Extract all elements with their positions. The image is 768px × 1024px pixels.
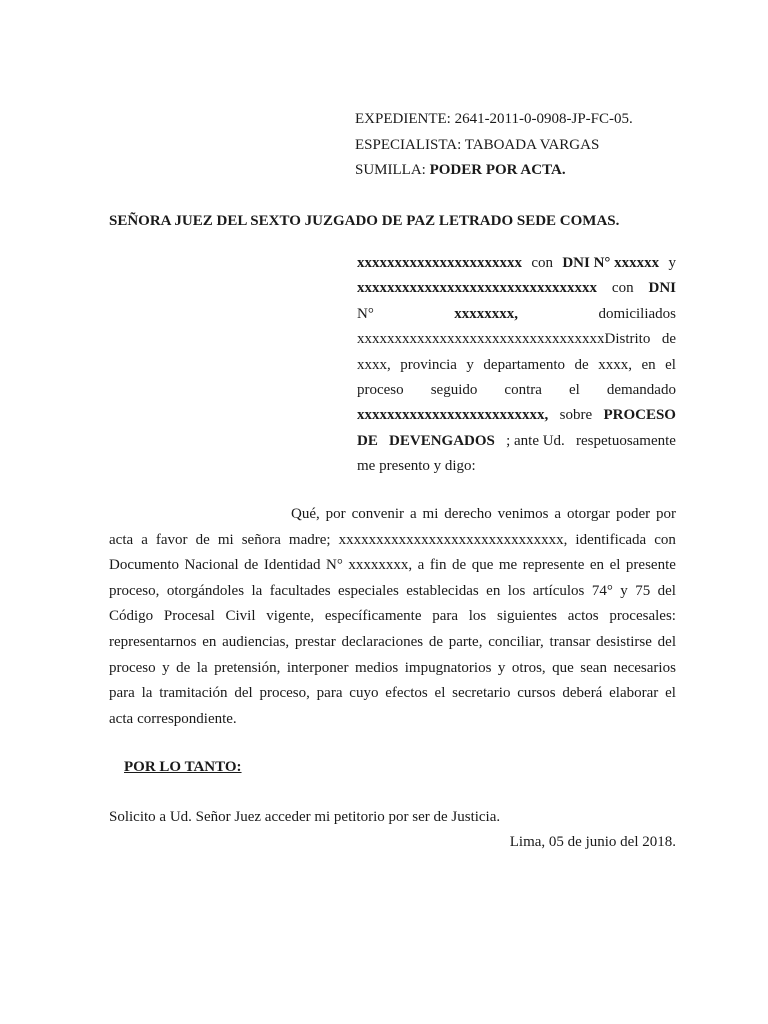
intro-line (357, 356, 676, 374)
intro-word: proceso (357, 382, 404, 398)
body-word: proceso, (259, 685, 310, 702)
body-word: la (251, 582, 263, 599)
body-word: del (234, 685, 253, 702)
body-word: del (657, 634, 676, 650)
especialista-line: ESPECIALISTA: TABOADA VARGAS (355, 137, 600, 153)
body-line (109, 607, 676, 625)
body-word: prestar (294, 634, 336, 650)
body-word: de (452, 557, 467, 574)
body-line (109, 684, 676, 702)
body-word: el (434, 685, 446, 702)
intro-word: PROCESO (603, 407, 676, 424)
body-word: Documento (109, 557, 179, 574)
body-word: y (620, 582, 628, 599)
body-word: otorgar (566, 506, 611, 522)
body-line (109, 659, 676, 677)
body-word: tramitación (159, 685, 228, 702)
body-word: de (244, 557, 259, 574)
intro-word: y (668, 255, 676, 271)
body-word: conciliar, (488, 634, 544, 650)
intro-line (357, 381, 676, 399)
body-word: identificada (575, 531, 647, 548)
body-word: declaraciones (341, 634, 424, 650)
sumilla-value: PODER POR ACTA. (429, 162, 566, 178)
intro-word: DE (357, 432, 378, 449)
intro-word: sobre (559, 407, 593, 424)
body-word: 75 (635, 582, 651, 599)
body-word: Código (109, 608, 154, 625)
body-word: transar (549, 634, 591, 650)
body-word: el (665, 685, 676, 702)
intro-word: el (568, 382, 580, 398)
body-word: Civil (225, 608, 256, 625)
body-word: correspondiente. (137, 710, 237, 727)
body-word: vigente, (266, 608, 315, 625)
body-word: deberá (562, 685, 603, 702)
intro-word: xxxx, (598, 356, 632, 373)
intro-word: xxxxxxxx, (454, 305, 519, 322)
intro-word: ; ante Ud. (506, 432, 565, 449)
intro-word: provincia (400, 356, 457, 373)
body-line (291, 505, 676, 523)
intro-word: con (531, 255, 553, 271)
body-word: otros, (511, 659, 546, 676)
body-word: facultades (269, 582, 331, 599)
intro-word: el (665, 356, 676, 373)
body-word: en (486, 582, 501, 599)
body-word: la (196, 659, 208, 676)
body-word: secretario (452, 685, 511, 702)
intro-word: departamento (483, 356, 566, 373)
intro-line (357, 254, 676, 272)
expediente-line: EXPEDIENTE: 2641-2011-0-0908-JP-FC-05. (355, 111, 633, 127)
body-word: para (432, 608, 459, 625)
addressee-heading: SEÑORA JUEZ DEL SEXTO JUZGADO DE PAZ LETRADO SEDE COMAS. (109, 213, 620, 229)
body-word: cuyo (349, 685, 379, 702)
intro-line (357, 305, 676, 323)
body-word: impugnatorios (404, 659, 492, 676)
body-word: la (141, 685, 153, 702)
body-word: en (589, 557, 605, 574)
body-word: el (609, 557, 621, 574)
intro-word: xxxx, (357, 356, 391, 373)
body-line (109, 531, 676, 549)
body-word: establecidas (406, 582, 479, 599)
body-word: por (656, 506, 676, 522)
body-word: xxxxxxxxxxxxxxxxxxxxxxxxxxxxxx, (338, 531, 568, 548)
intro-word: DEVENGADOS (389, 432, 495, 449)
intro-word: xxxxxxxxxxxxxxxxxxxxxx (357, 255, 522, 271)
intro-word: DNI (648, 280, 676, 297)
intro-word: N° (357, 305, 374, 322)
body-word: Qué, (291, 506, 320, 522)
body-word: parte, (448, 634, 483, 650)
body-word: a (409, 506, 417, 522)
body-word: acta (109, 531, 134, 548)
intro-word: xxxxxxxxxxxxxxxxxxxxxxxxxxxxxxxx (357, 280, 597, 297)
body-word: a (417, 557, 425, 574)
intro-line (357, 279, 676, 297)
intro-word: y (466, 356, 474, 373)
body-word: del (657, 582, 676, 599)
intro-word: demandado (606, 382, 676, 398)
body-word: medios (354, 659, 399, 676)
body-line (109, 710, 237, 728)
body-word: que (552, 659, 574, 676)
body-word: los (468, 608, 487, 625)
body-word: represente (522, 557, 585, 574)
intro-line (357, 457, 476, 475)
body-word: y (497, 659, 506, 676)
body-word: a (554, 506, 562, 522)
intro-word: seguido (430, 382, 478, 398)
body-word: mi (422, 506, 439, 522)
body-word: específicamente (324, 608, 422, 625)
body-word: fin (429, 557, 447, 574)
body-word: convenir (351, 506, 405, 522)
intro-word: DNI N° xxxxxx (562, 255, 660, 271)
body-word: por (325, 506, 346, 522)
intro-word: domiciliados (598, 305, 676, 322)
intro-line (357, 330, 676, 348)
intro-line (357, 406, 676, 424)
body-word: en (202, 634, 217, 650)
intro-word: de (661, 331, 676, 348)
body-word: a (141, 531, 148, 548)
intro-word: contra (504, 382, 542, 398)
body-word: Nacional (184, 557, 239, 574)
sumilla-line (355, 161, 566, 179)
request-line: Solicito a Ud. Señor Juez acceder mi petitorio por ser de Justicia. (109, 809, 501, 825)
body-word: proceso (109, 659, 156, 676)
body-word: con (654, 531, 676, 548)
sumilla-label: SUMILLA: (355, 162, 430, 178)
place-date-line: Lima, 05 de junio del 2018. (509, 834, 676, 850)
body-line (109, 556, 676, 574)
body-word: presente (625, 557, 676, 574)
body-word: que (471, 557, 494, 574)
body-word: pretensión, (214, 659, 281, 676)
body-word: favor (155, 531, 188, 548)
body-line (109, 582, 676, 600)
body-word: de (195, 531, 210, 548)
body-word: representarnos (109, 634, 197, 650)
body-word: otorgándoles (166, 582, 245, 599)
body-word: de (176, 659, 191, 676)
intro-word: respetuosamente (576, 432, 676, 449)
body-word: me (498, 557, 518, 574)
intro-word: con (611, 280, 634, 297)
body-word: mi (217, 531, 234, 548)
body-word: xxxxxxxx, (348, 557, 413, 574)
body-word: los (507, 582, 526, 599)
intro-word: xxxxxxxxxxxxxxxxxxxxxxxxx, (357, 407, 549, 424)
body-word: señora (241, 531, 281, 548)
body-word: cursos (517, 685, 556, 702)
body-word: acta (109, 710, 134, 727)
body-word: interponer (286, 659, 349, 676)
body-word: venimos (497, 506, 549, 522)
body-word: procesales: (609, 608, 676, 625)
body-word: de (428, 634, 443, 650)
body-word: madre; (288, 531, 331, 548)
body-word: desistirse (596, 634, 652, 650)
body-word: siguientes (497, 608, 558, 625)
body-word: para (109, 685, 135, 702)
intro-word: xxxxxxxxxxxxxxxxxxxxxxxxxxxxxxxxxDistrito (357, 331, 651, 348)
body-word: Procesal (163, 608, 215, 625)
body-word: N° (326, 557, 343, 574)
body-word: efectos (385, 685, 428, 702)
body-word: artículos (532, 582, 585, 599)
body-word: Identidad (263, 557, 321, 574)
body-word: actos (567, 608, 599, 625)
body-word: y (162, 659, 170, 676)
body-word: sean (580, 659, 607, 676)
body-line (109, 633, 676, 651)
body-word: elaborar (609, 685, 659, 702)
por-lo-tanto-heading: POR LO TANTO: (124, 759, 242, 775)
body-word: para (316, 685, 343, 702)
intro-word: en (641, 356, 656, 373)
body-word: especiales (338, 582, 399, 599)
body-word: necesarios (613, 659, 676, 676)
body-word: derecho (444, 506, 492, 522)
body-word: poder (615, 506, 651, 522)
body-word: audiencias, (222, 634, 290, 650)
body-word: proceso, (109, 582, 160, 599)
body-word: 74° (591, 582, 613, 599)
intro-word: de (574, 356, 589, 373)
intro-word: me presento y digo: (357, 458, 476, 475)
intro-line (357, 432, 676, 450)
